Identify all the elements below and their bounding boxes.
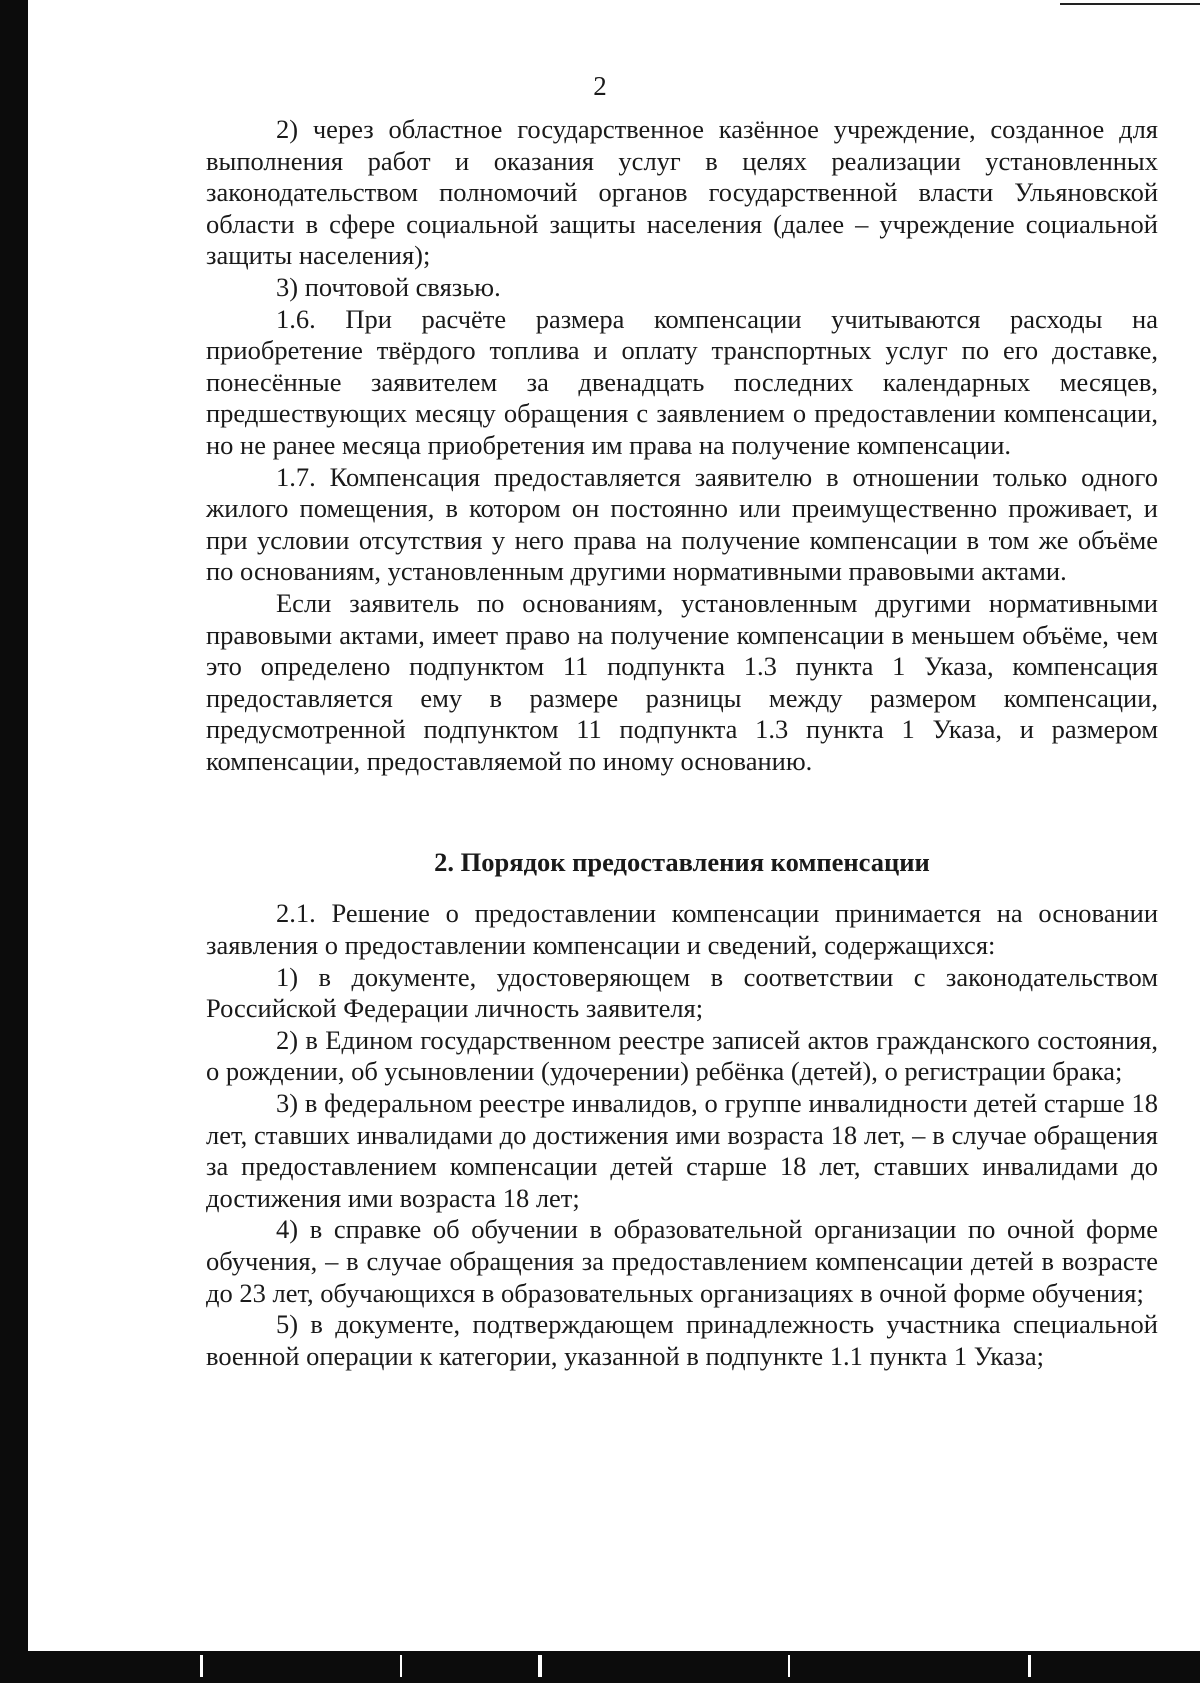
paragraph: 1.7. Компенсация предоставляется заявителю в отношении только одного жилого помещения, в котором он постоянно или преимущественно проживает, и при условии отсутствия у него права на получение компенсации в том же объёме по основаниям, установленным другими нормативными правовыми актами. (206, 461, 1158, 587)
scan-bottom-gap (788, 1655, 790, 1677)
paragraph: 1.6. При расчёте размера компенсации учитываются расходы на приобретение твёрдого топлива и оплату транспортных услуг по его доставке, понесённые заявителем за двенадцать последних календарных месяцев, предшествующих месяцу обращения с заявлением о предоставлении компенсации, но не ранее месяца приобретения им права на получение компенсации. (206, 303, 1158, 460)
document-body (206, 114, 1158, 1372)
paragraph: 4) в справке об обучении в образовательной организации по очной форме обучения, – в случае обращения за предоставлением компенсации детей в возрасте до 23 лет, обучающихся в образовательных организациях в очной форме обучения; (206, 1214, 1158, 1308)
scan-bottom-gap (400, 1655, 402, 1677)
paragraph: 3) в федеральном реестре инвалидов, о группе инвалидности детей старше 18 лет, ставших инвалидами до достижения ими возраста 18 лет, – в случае обращения за предоставлением компенсации детей старше 18 лет, ставших инвалидами до достижения ими возраста 18 лет; (206, 1088, 1158, 1213)
scan-bottom-gap (538, 1655, 542, 1677)
scan-bottom-gap (200, 1655, 203, 1677)
paragraph: 2) через областное государственное казённое учреждение, созданное для выполнения работ и оказания услуг в целях реализации установленных законодательством полномочий органов государственной власти Ульяновской области в сфере социальной защиты населения (далее – учреждение социальной защиты населения); (206, 114, 1158, 271)
paragraph: 5) в документе, подтверждающем принадлежность участника специальной военной операции к категории, указанной в подпункте 1.1 пункта 1 Указа; (206, 1309, 1158, 1371)
paragraph: 2.1. Решение о предоставлении компенсации принимается на основании заявления о предоставлении компенсации и сведений, содержащихся: (206, 898, 1158, 961)
scan-bottom-edge (28, 1651, 1200, 1683)
paragraph: Если заявитель по основаниям, установленным другими нормативными правовыми актами, имеет право на получение компенсации в меньшем объёме, чем это определено подпунктом 11 подпункта 1.3 пункта 1 Указа, компенсация предоставляется ему в размере разницы между размером компенсации, предусмотренной подпунктом 11 подпункта 1.3 пункта 1 Указа, и размером компенсации, предоставляемой по иному основанию. (206, 587, 1158, 776)
paragraph: 3) почтовой связью. (276, 271, 501, 302)
section-title: 2. Порядок предоставления компенсации (434, 847, 930, 878)
paragraph: 2) в Едином государственном реестре записей актов гражданского состояния, о рождении, об усыновлении (удочерении) ребёнка (детей), о регистрации брака; (206, 1024, 1158, 1087)
scan-bottom-gap (1028, 1655, 1031, 1677)
paragraph: 1) в документе, удостоверяющем в соответствии с законодательством Российской Федерации личность заявителя; (206, 961, 1158, 1024)
page-number: 2 (593, 71, 607, 101)
scan-top-line (1060, 3, 1200, 5)
scan-left-edge (0, 0, 28, 1683)
